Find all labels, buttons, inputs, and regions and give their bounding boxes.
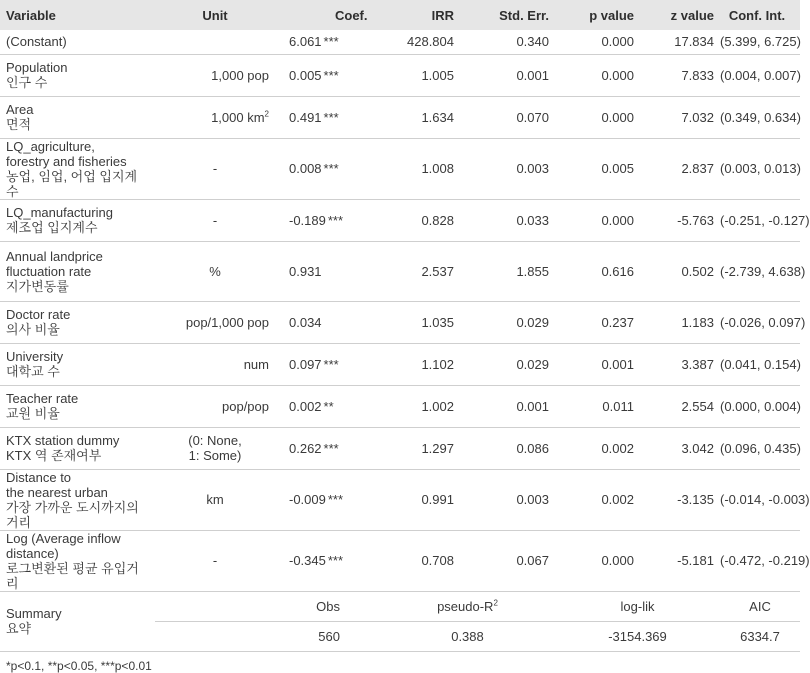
- conf-int-cell: (0.041, 0.154): [720, 343, 800, 385]
- z-value-cell: 2.837: [640, 138, 720, 199]
- conf-int-cell: (0.349, 0.634): [720, 96, 800, 138]
- significance-note: *p<0.1, **p<0.05, ***p<0.01: [6, 658, 152, 673]
- variable-cell: [0, 199, 155, 241]
- variable-cell: [0, 301, 155, 343]
- std-err-cell: 0.029: [460, 343, 555, 385]
- z-value-cell: -3.135: [640, 469, 720, 530]
- p-value-cell: 0.011: [555, 385, 640, 427]
- p-value-cell: 0.002: [555, 469, 640, 530]
- unit-label: pop/pop: [222, 398, 269, 414]
- z-value-cell: 1.183: [640, 301, 720, 343]
- unit-cell: [155, 96, 275, 138]
- header-variable: Variable: [0, 0, 155, 30]
- variable-cell: [0, 469, 155, 530]
- variable-label-line: forestry and fisheries: [6, 153, 127, 169]
- coef-cell: [275, 138, 380, 199]
- variable-cell: [0, 343, 155, 385]
- variable-label-line: Teacher rate: [6, 391, 79, 406]
- irr-cell: 2.537: [380, 241, 460, 301]
- table-row: [0, 30, 800, 54]
- unit-label: -: [212, 212, 218, 228]
- unit-label: 1,000 pop: [211, 67, 269, 83]
- significance-stars: ***: [323, 161, 339, 176]
- significance-stars: ***: [323, 440, 339, 456]
- p-value-cell: 0.001: [555, 343, 640, 385]
- table-body: [0, 30, 810, 591]
- coef-cell: [275, 96, 380, 138]
- table-row: [0, 469, 800, 530]
- summary-pseudo-value: 0.388: [380, 621, 555, 651]
- p-value-cell: 0.002: [555, 427, 640, 469]
- coef-value: 0.491: [289, 109, 322, 125]
- summary-obs-value: 560: [155, 621, 380, 651]
- significance-stars: ***: [323, 67, 339, 83]
- summary-aic-label: AIC: [720, 591, 800, 621]
- coef-cell: [275, 469, 380, 530]
- conf-int-cell: (-0.472, -0.219): [720, 530, 800, 591]
- variable-label-line: 농업, 임업, 어업 입지계수: [6, 168, 138, 199]
- variable-cell: [0, 241, 155, 301]
- coef-cell: [275, 30, 380, 54]
- variable-label-line: 의사 비율: [6, 322, 60, 337]
- unit-cell: [155, 427, 275, 469]
- variable-cell: [0, 138, 155, 199]
- variable-label-line: 교원 비율: [6, 406, 60, 421]
- summary-label-en: Summary: [6, 606, 62, 621]
- variable-cell: [0, 427, 155, 469]
- summary-loglik-value: -3154.369: [555, 621, 720, 651]
- unit-label: -: [212, 553, 218, 568]
- variable-label-line: 로그변환된 평균 유입거리: [6, 560, 139, 591]
- table-row: [0, 301, 800, 343]
- header-conf-int: Conf. Int.: [720, 0, 800, 30]
- variable-label-line: 가장 가까운 도시까지의 거리: [6, 499, 139, 530]
- p-value-cell: 0.000: [555, 199, 640, 241]
- coef-value: 0.931: [289, 263, 322, 279]
- coef-cell: [275, 241, 380, 301]
- conf-int-cell: (0.000, 0.004): [720, 385, 800, 427]
- unit-label-line2: 1: Some): [188, 448, 242, 463]
- unit-label: 1,000 $km^2$: [211, 109, 269, 125]
- header-coef: Coef.: [275, 0, 380, 30]
- variable-label-line: 면적: [6, 117, 32, 132]
- variable-cell: [0, 96, 155, 138]
- summary-aic-value: 6334.7: [720, 621, 800, 651]
- header-irr: IRR: [380, 0, 460, 30]
- unit-cell: [155, 343, 275, 385]
- variable-label-line: 인구 수: [6, 75, 48, 90]
- unit-cell: [155, 469, 275, 530]
- table-row: [0, 241, 800, 301]
- table-row: [0, 530, 800, 591]
- p-value-cell: 0.005: [555, 138, 640, 199]
- std-err-cell: 0.340: [460, 30, 555, 54]
- conf-int-cell: (0.003, 0.013): [720, 138, 800, 199]
- table-row: [0, 138, 800, 199]
- p-value-cell: 0.000: [555, 30, 640, 54]
- variable-label-line: Population: [6, 60, 68, 75]
- variable-label-line: 지가변동률: [6, 278, 69, 294]
- coef-value: 0.002: [289, 398, 322, 414]
- unit-label: pop/1,000 pop: [185, 314, 269, 330]
- unit-label: km: [206, 492, 224, 507]
- p-value-cell: 0.000: [555, 530, 640, 591]
- variable-label-line: 제조업 입지계수: [6, 220, 98, 235]
- coef-value: 0.005: [289, 67, 322, 83]
- significance-stars: ***: [327, 212, 344, 228]
- coef-value: -0.345: [289, 553, 326, 568]
- irr-cell: 1.102: [380, 343, 460, 385]
- std-err-cell: 1.855: [460, 241, 555, 301]
- coef-cell: [275, 385, 380, 427]
- table-row: [0, 96, 800, 138]
- table-row: [0, 427, 800, 469]
- significance-stars: **: [323, 398, 334, 414]
- coef-value: -0.189: [289, 212, 326, 228]
- unit-cell: [155, 530, 275, 591]
- variable-label-line: distance): [6, 545, 59, 561]
- std-err-cell: 0.033: [460, 199, 555, 241]
- z-value-cell: 2.554: [640, 385, 720, 427]
- std-err-cell: 0.067: [460, 530, 555, 591]
- variable-label-line: Doctor rate: [6, 307, 71, 322]
- unit-label: %: [209, 263, 221, 279]
- header-row: [0, 0, 800, 30]
- std-err-cell: 0.086: [460, 427, 555, 469]
- unit-cell: [155, 385, 275, 427]
- variable-label-line: LQ_manufacturing: [6, 205, 113, 220]
- unit-cell: [155, 301, 275, 343]
- coef-cell: [275, 54, 380, 96]
- variable-label-line: the nearest urban: [6, 484, 108, 500]
- coef-value: 0.097: [289, 356, 322, 372]
- std-err-cell: 0.001: [460, 54, 555, 96]
- table-row: [0, 343, 800, 385]
- unit-cell: [155, 199, 275, 241]
- std-err-cell: 0.029: [460, 301, 555, 343]
- conf-int-cell: (5.399, 6.725): [720, 30, 800, 54]
- z-value-cell: -5.763: [640, 199, 720, 241]
- z-value-cell: 17.834: [640, 30, 720, 54]
- std-err-cell: 0.001: [460, 385, 555, 427]
- conf-int-cell: (-0.026, 0.097): [720, 301, 800, 343]
- summary-header-row: [0, 591, 800, 621]
- variable-cell: [0, 530, 155, 591]
- conf-int-cell: (-2.739, 4.638): [720, 241, 800, 301]
- p-value-cell: 0.000: [555, 96, 640, 138]
- coef-value: 0.034: [289, 314, 322, 330]
- z-value-cell: 0.502: [640, 241, 720, 301]
- irr-cell: 1.634: [380, 96, 460, 138]
- unit-cell: [155, 138, 275, 199]
- table-row: [0, 199, 800, 241]
- variable-label-line: University: [6, 349, 64, 364]
- variable-label-line: KTX station dummy: [6, 433, 120, 448]
- coef-cell: [275, 343, 380, 385]
- table-row: [0, 385, 800, 427]
- conf-int-cell: (-0.251, -0.127): [720, 199, 800, 241]
- coef-value: 0.008: [289, 161, 322, 176]
- irr-cell: 1.008: [380, 138, 460, 199]
- conf-int-cell: (0.004, 0.007): [720, 54, 800, 96]
- variable-label-line: Log (Average inflow: [6, 530, 121, 546]
- coef-value: -0.009: [289, 492, 326, 507]
- z-value-cell: -5.181: [640, 530, 720, 591]
- significance-stars: ***: [323, 356, 339, 372]
- variable-label-line: fluctuation rate: [6, 263, 92, 279]
- std-err-cell: 0.070: [460, 96, 555, 138]
- variable-label-line: Area: [6, 102, 34, 117]
- p-value-cell: 0.000: [555, 54, 640, 96]
- header-p-value: p value: [555, 0, 640, 30]
- coef-cell: [275, 301, 380, 343]
- header-z-value: z value: [640, 0, 720, 30]
- z-value-cell: 3.387: [640, 343, 720, 385]
- unit-cell: [155, 241, 275, 301]
- irr-cell: 0.991: [380, 469, 460, 530]
- coef-cell: [275, 530, 380, 591]
- z-value-cell: 7.833: [640, 54, 720, 96]
- std-err-cell: 0.003: [460, 138, 555, 199]
- significance-stars: ***: [323, 109, 339, 125]
- header-std-err: Std. Err.: [460, 0, 555, 30]
- variable-label-line: 대학교 수: [6, 364, 60, 379]
- summary-label-ko: 요약: [6, 621, 32, 636]
- conf-int-cell: (-0.014, -0.003): [720, 469, 800, 530]
- variable-label-line: Annual landprice: [6, 248, 103, 264]
- variable-label-line: (Constant): [6, 34, 67, 50]
- unit-cell: [155, 30, 275, 54]
- conf-int-cell: (0.096, 0.435): [720, 427, 800, 469]
- irr-cell: 0.708: [380, 530, 460, 591]
- unit-cell: [155, 54, 275, 96]
- p-value-cell: 0.616: [555, 241, 640, 301]
- variable-cell: [0, 54, 155, 96]
- variable-cell: [0, 30, 155, 54]
- irr-cell: 428.804: [380, 30, 460, 54]
- unit-label: -: [212, 161, 218, 176]
- unit-label: num: [243, 356, 269, 372]
- variable-label-line: Distance to: [6, 469, 72, 485]
- irr-cell: 1.005: [380, 54, 460, 96]
- irr-cell: 0.828: [380, 199, 460, 241]
- variable-label-line: KTX 역 존재여부: [6, 448, 102, 463]
- coef-value: 6.061: [289, 34, 322, 50]
- z-value-cell: 3.042: [640, 427, 720, 469]
- z-value-cell: 7.032: [640, 96, 720, 138]
- significance-stars: ***: [327, 492, 344, 507]
- std-err-cell: 0.003: [460, 469, 555, 530]
- variable-cell: [0, 385, 155, 427]
- unit-label: (0: None,: [188, 433, 242, 448]
- summary-pseudo-label: pseudo-$R^2$: [380, 591, 555, 621]
- coef-cell: [275, 427, 380, 469]
- p-value-cell: 0.237: [555, 301, 640, 343]
- coef-value: 0.262: [289, 440, 322, 456]
- coef-cell: [275, 199, 380, 241]
- summary-loglik-label: log-lik: [555, 591, 720, 621]
- irr-cell: 1.297: [380, 427, 460, 469]
- irr-cell: 1.002: [380, 385, 460, 427]
- table-row: [0, 54, 800, 96]
- summary-label: [0, 591, 155, 651]
- header-unit: Unit: [155, 0, 275, 30]
- summary-body: [0, 591, 800, 651]
- irr-cell: 1.035: [380, 301, 460, 343]
- significance-stars: ***: [327, 553, 344, 568]
- summary-obs-label: Obs: [155, 591, 380, 621]
- significance-stars: ***: [323, 34, 339, 50]
- variable-label-line: LQ_agriculture,: [6, 138, 95, 154]
